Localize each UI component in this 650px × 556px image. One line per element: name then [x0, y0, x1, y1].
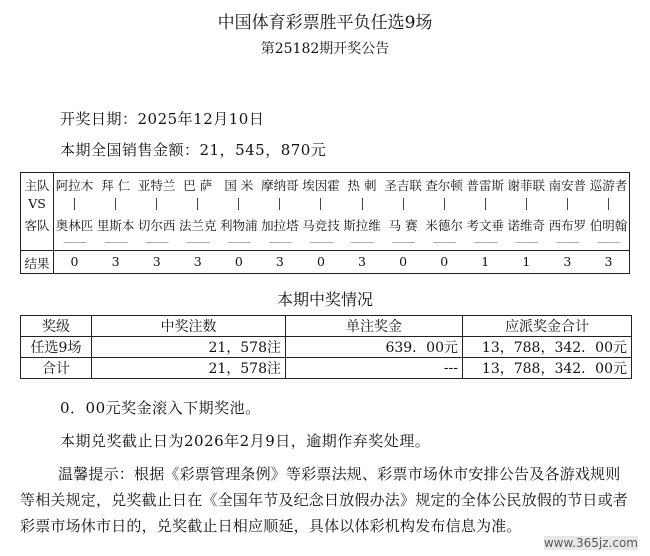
- match-column: [506, 173, 547, 273]
- vs-separator: [218, 198, 259, 213]
- match-result: 0: [234, 254, 243, 269]
- dash-separator: ——: [555, 234, 579, 249]
- issue-subtitle: 第25182期开奖公告: [260, 41, 390, 57]
- away-team-label: 客队: [24, 218, 50, 233]
- away-team: 切尔西: [137, 218, 176, 233]
- cell-level: 任选9场: [21, 337, 92, 358]
- match-result: 3: [275, 254, 284, 269]
- match-grid: [20, 172, 630, 274]
- prize-table-header: [21, 316, 632, 337]
- cell-total: 13，788，342．00元: [463, 358, 632, 379]
- home-team: 圣吉联: [384, 178, 422, 193]
- sales-amount: 本期全国销售金额：21，545，870元: [60, 141, 327, 159]
- match-result: 1: [522, 254, 531, 269]
- vs-separator: [54, 198, 95, 213]
- home-team: 谢菲联: [507, 178, 546, 193]
- match-result: 3: [193, 254, 202, 269]
- vs-separator: [259, 198, 300, 213]
- dash-separator: ——: [63, 234, 87, 249]
- home-team: 摩纳哥: [261, 178, 299, 193]
- match-column: [547, 173, 588, 273]
- match-column: [342, 173, 383, 273]
- match-result: 3: [358, 254, 366, 269]
- match-column: [424, 173, 465, 273]
- dash-separator: ——: [268, 234, 292, 249]
- home-team: 南安普: [548, 178, 587, 193]
- home-team-label: 主队: [24, 178, 50, 193]
- away-team: 加拉塔: [261, 218, 299, 233]
- match-result: 3: [563, 254, 572, 269]
- dash-separator: ——: [432, 234, 456, 249]
- match-column: [259, 173, 300, 273]
- home-team: 亚特兰: [137, 178, 176, 193]
- prize-table: [20, 315, 632, 379]
- away-team: 伯明翰: [589, 218, 628, 233]
- header-winners: 中奖注数: [92, 316, 286, 337]
- match-column: [218, 173, 259, 273]
- away-team: 利物浦: [220, 218, 258, 233]
- away-team: 米德尔: [425, 218, 463, 233]
- watermark-text: www.365jz.com: [543, 536, 638, 550]
- vs-separator: [547, 198, 588, 213]
- match-column: [136, 173, 177, 273]
- vs-separator: [342, 198, 383, 213]
- away-team: 西布罗: [548, 218, 587, 233]
- dash-separator: ——: [473, 234, 497, 249]
- match-result: 3: [111, 254, 120, 269]
- dash-separator: ——: [350, 234, 374, 249]
- vs-separator: [506, 198, 547, 213]
- match-result: 0: [316, 254, 325, 269]
- match-result: 0: [399, 254, 408, 269]
- header-prize: 单注奖金: [286, 316, 463, 337]
- away-team: 里斯本: [96, 218, 135, 233]
- dash-separator: ——: [186, 234, 210, 249]
- vs-separator: [136, 198, 177, 213]
- reminder-text: 温馨提示：根据《彩票管理条例》等彩票法规、彩票市场休市安排公告及各游戏规则等相关规定，兑奖截止日在《全国年节及纪念日放假办法》规定的全体公民放假的节日或者彩票市场休市日的，兑奖截止日相应顺延，具体以体彩机构发布信息为准。: [20, 465, 629, 535]
- vs-label: VS: [28, 196, 46, 211]
- watermark: [544, 536, 638, 550]
- vs-separator: [383, 198, 424, 213]
- home-team: 巴 萨: [183, 178, 213, 193]
- grid-divider: [21, 250, 629, 251]
- cell-total: 13，788，342．00元: [463, 337, 632, 358]
- home-team: 普雷斯: [466, 178, 504, 193]
- table-row: [21, 337, 632, 358]
- vs-separator: [465, 198, 506, 213]
- draw-date: 开奖日期：2025年12月10日: [60, 110, 265, 128]
- dash-separator: ——: [145, 234, 169, 249]
- match-column: [383, 173, 424, 273]
- dash-separator: ——: [391, 234, 415, 249]
- away-team: 诺维奇: [507, 218, 546, 233]
- match-column: [177, 173, 218, 273]
- match-result: 0: [440, 254, 449, 269]
- home-team: 阿拉木: [55, 178, 94, 193]
- result-label: 结果: [24, 256, 50, 271]
- match-column: [300, 173, 341, 273]
- vs-separator: [424, 198, 465, 213]
- home-team: 拜 仁: [101, 178, 131, 193]
- match-column: [588, 173, 629, 273]
- reminder-paragraph: [20, 461, 630, 539]
- deadline-note: 本期兑奖截止日为2026年2月9日，逾期作弃奖处理。: [60, 432, 431, 450]
- home-team: 热 刺: [347, 178, 377, 193]
- home-team: 查尔顿: [425, 178, 463, 193]
- home-team: 国 米: [224, 178, 254, 193]
- match-column: [54, 173, 95, 273]
- vs-separator: [300, 198, 341, 213]
- away-team: 马竞技: [302, 218, 340, 233]
- match-result: 3: [152, 254, 161, 269]
- vs-separator: [95, 198, 136, 213]
- match-column: [95, 173, 136, 273]
- dash-separator: ——: [309, 234, 333, 249]
- cell-level: 合计: [21, 358, 92, 379]
- rollover-note: 0．00元奖金滚入下期奖池。: [60, 399, 261, 417]
- dash-separator: ——: [596, 234, 620, 249]
- match-column: [465, 173, 506, 273]
- vs-separator: [177, 198, 218, 213]
- row-labels-column: [21, 173, 54, 273]
- home-team: 埃因霍: [302, 178, 340, 193]
- dash-separator: ——: [104, 234, 128, 249]
- dash-separator: ——: [227, 234, 251, 249]
- away-team: 法兰克: [178, 218, 217, 233]
- away-team: 斯拉维: [343, 218, 381, 233]
- match-result: 1: [481, 254, 490, 269]
- cell-winners: 21，578注: [92, 337, 286, 358]
- away-team: 马 赛: [388, 218, 418, 233]
- away-team: 考文垂: [466, 218, 504, 233]
- home-team: 巡游者: [589, 178, 628, 193]
- match-result: 0: [70, 254, 79, 269]
- cell-prize: 639．00元: [286, 337, 463, 358]
- away-team: 奥林匹: [55, 218, 94, 233]
- cell-prize: ---: [286, 358, 463, 379]
- header-total: 应派奖金合计: [463, 316, 632, 337]
- vs-separator: [588, 198, 629, 213]
- cell-winners: 21，578注: [92, 358, 286, 379]
- header-level: 奖级: [21, 316, 92, 337]
- page-title: 中国体育彩票胜平负任选9场: [217, 13, 433, 33]
- match-result: 3: [604, 254, 613, 269]
- table-row: [21, 358, 632, 379]
- dash-separator: ——: [514, 234, 538, 249]
- prize-heading: 本期中奖情况: [276, 290, 373, 309]
